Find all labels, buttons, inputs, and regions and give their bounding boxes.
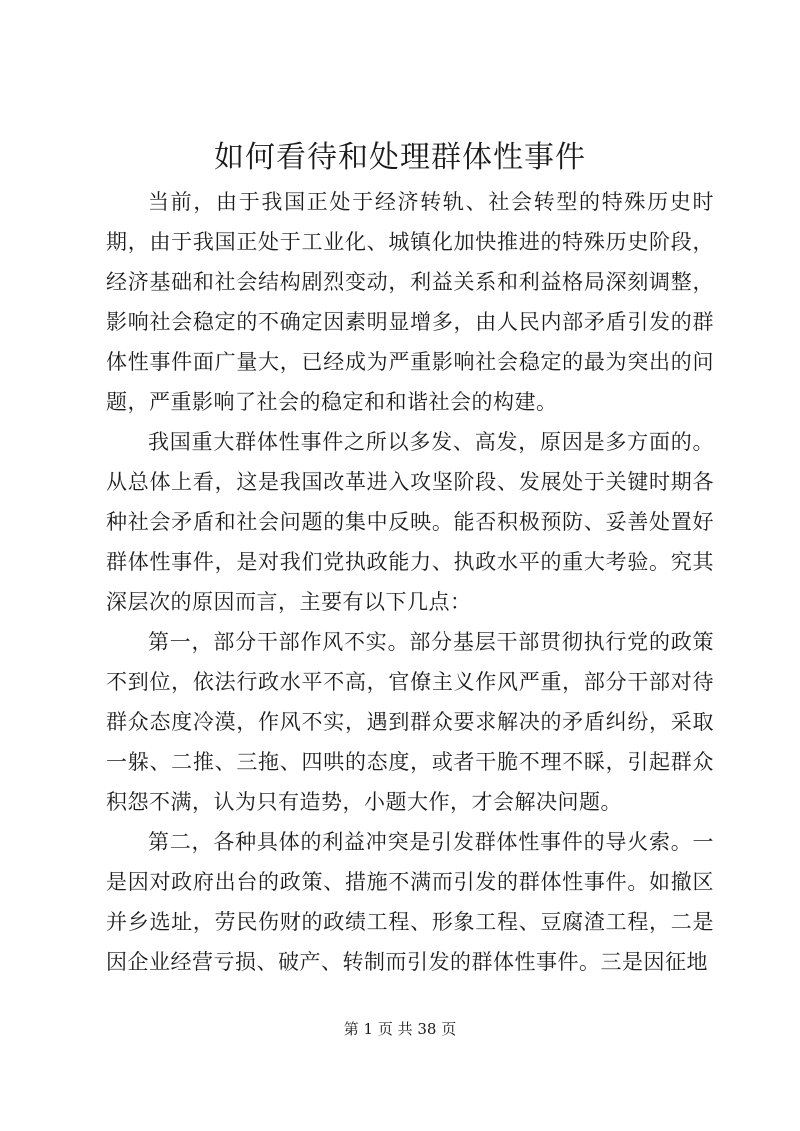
- document-title: 如何看待和处理群体性事件: [214, 140, 586, 175]
- paragraph-3: 第一，部分干部作风不实。部分基层干部贯彻执行党的政策不到位，依法行政水平不高，官僚主义作风严重，部分干部对待群众态度冷漠，作风不实，遇到群众要求解决的矛盾纠纷，采取一躲、二推、三拖、四哄的态度，或者干脆不理不睬，引起群众积怨不满，认为只有造势，小题大作，才会解决问题。: [106, 630, 714, 814]
- paragraph-4: 第二，各种具体的利益冲突是引发群体性事件的导火索。一是因对政府出台的政策、措施不满而引发的群体性事件。如撤区并乡选址，劳民伤财的政绩工程、形象工程、豆腐渣工程，二是因企业经营亏损、破产、转制而引发的群体性事件。三是因征地: [106, 830, 714, 974]
- page-footer: 第 1 页 共 38 页: [343, 1020, 457, 1038]
- document-body: [106, 182, 714, 982]
- paragraph-2: 我国重大群体性事件之所以多发、高发，原因是多方面的。从总体上看，这是我国改革进入攻坚阶段、发展处于关键时期各种社会矛盾和社会问题的集中反映。能否积极预防、妥善处置好群体性事件，是对我们党执政能力、执政水平的重大考验。究其深层次的原因而言，主要有以下几点：: [106, 430, 714, 614]
- paragraph-1: 当前，由于我国正处于经济转轨、社会转型的特殊历史时期，由于我国正处于工业化、城镇化加快推进的特殊历史阶段，经济基础和社会结构剧烈变动，利益关系和利益格局深刻调整，影响社会稳定的不确定因素明显增多，由人民内部矛盾引发的群体性事件面广量大，已经成为严重影响社会稳定的最为突出的问题，严重影响了社会的稳定和和谐社会的构建。: [106, 190, 714, 414]
